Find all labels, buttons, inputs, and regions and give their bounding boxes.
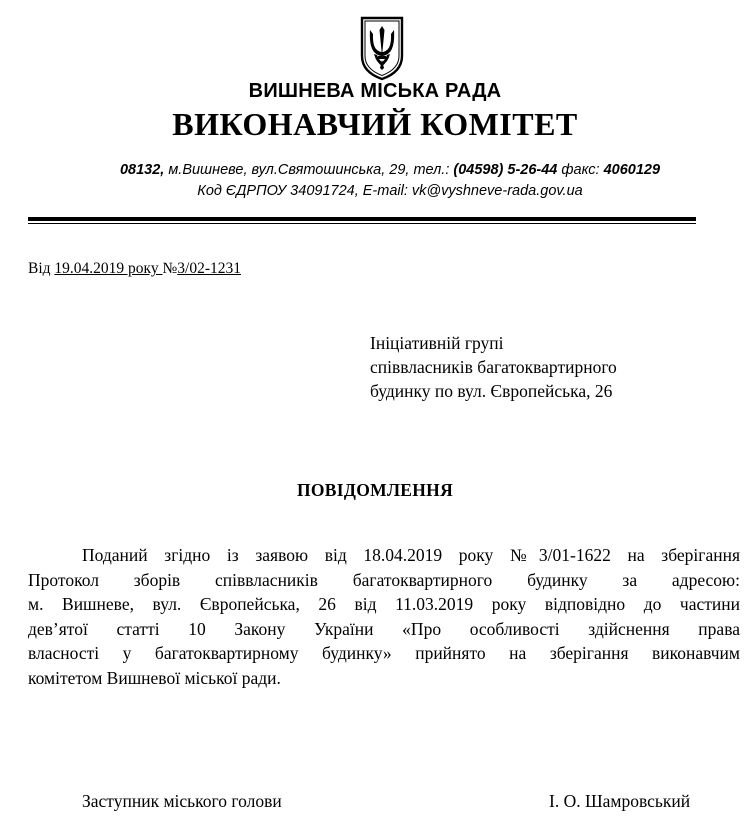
fax-number: 4060129	[603, 162, 661, 178]
fax-label: факс:	[557, 162, 604, 178]
body-line: Протокол зборів співвласників багатоквартирного будинку за адресою:	[28, 569, 740, 590]
council-name: ВИШНЕВА МІСЬКА РАДА	[248, 80, 502, 102]
reference-date: 19.04.2019 року	[54, 260, 163, 277]
address-line	[0, 162, 750, 178]
reference-prefix: Від	[28, 260, 55, 277]
signatory-position: Заступник міського голови	[82, 791, 282, 811]
body-line: Поданий згідно із заявою від 18.04.2019 року №3/01-1622 на зберігання	[82, 545, 740, 565]
body-line: власності у багатоквартирному будинку» прийнято на зберігання виконавчим	[28, 643, 740, 663]
reference-number: 3/02-1231	[177, 260, 241, 277]
recipient-block	[370, 331, 617, 403]
document-title: ПОВІДОМЛЕННЯ	[296, 480, 454, 500]
recipient-line: Ініціативній групі	[370, 333, 504, 353]
body-line: дев’ятої статті 10 Закону України «Про особливості здійснення права	[28, 618, 740, 639]
postcode: 08132,	[119, 162, 165, 178]
signatory-name: І. О. Шамровський	[549, 791, 691, 811]
coat-of-arms-icon	[356, 12, 408, 82]
recipient-line: співвласників багатоквартирного	[370, 357, 617, 377]
registry-email-line: Код ЄДРПОУ 34091724, E-mail: vk@vyshneve-rada.gov.ua	[197, 183, 583, 199]
address-street: м.Вишневе, вул.Святошинська, 29, тел.:	[164, 162, 454, 178]
body-line: комітетом Вишневої міської ради.	[28, 667, 281, 688]
committee-name: ВИКОНАВЧИЙ КОМІТЕТ	[172, 106, 578, 142]
phone-number: (04598) 5-26-44	[453, 162, 558, 178]
header-divider-thick	[28, 217, 696, 221]
body-line: м. Вишневе, вул. Європейська, 26 від 11.03.2019 року відповідно до частини	[28, 594, 740, 614]
document-reference	[28, 260, 241, 278]
header-divider-thin	[28, 223, 696, 224]
reference-number-sign: №	[162, 260, 178, 277]
recipient-line: будинку по вул. Європейська, 26	[370, 381, 613, 401]
